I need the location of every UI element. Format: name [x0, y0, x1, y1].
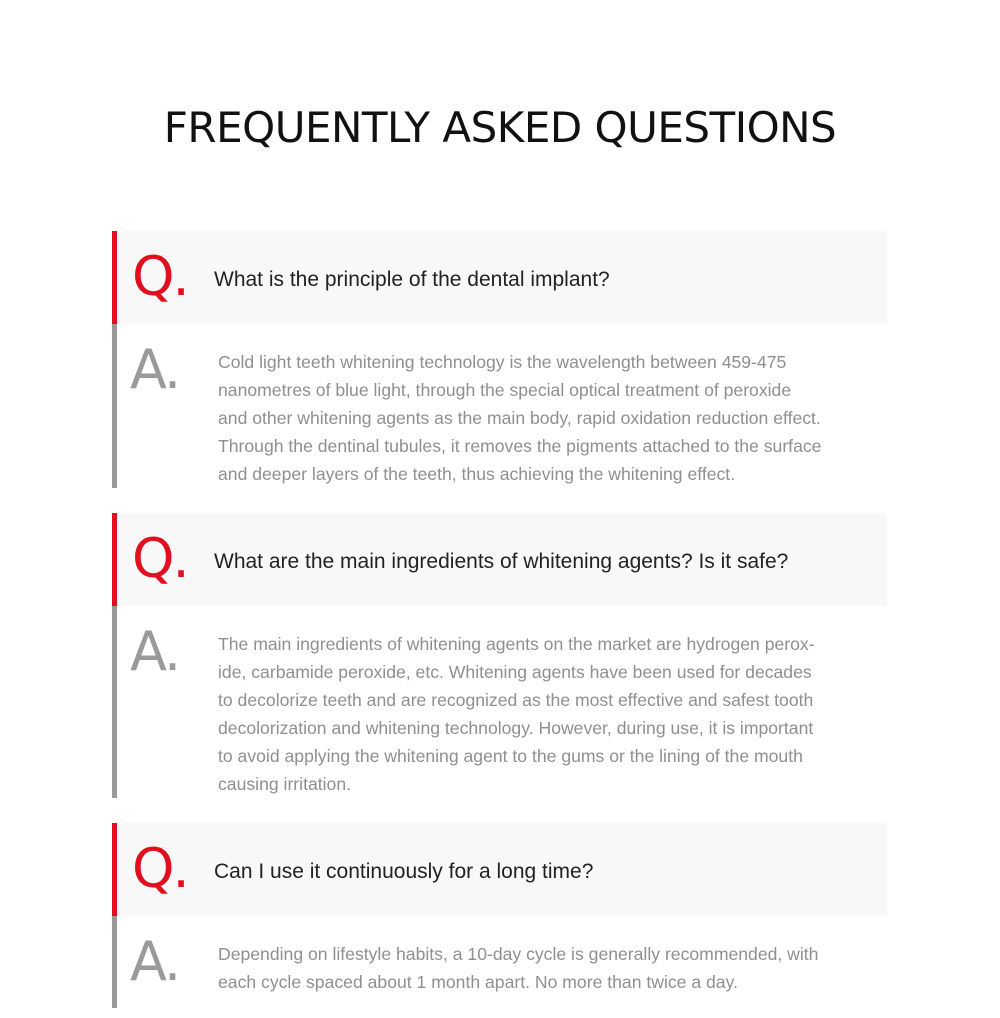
answer-line: and other whitening agents as the main body, rapid oxidation reduction effect. [218, 408, 821, 428]
answer-line: Depending on lifestyle habits, a 10-day cycle is generally recommended, with [218, 944, 819, 964]
q-marker: Q. [132, 837, 188, 900]
answer-row [112, 916, 887, 1008]
a-marker: A. [130, 620, 180, 683]
answer-line: causing irritation. [218, 774, 351, 794]
question-row[interactable] [112, 231, 887, 324]
q-marker: Q. [132, 527, 188, 590]
question-text: What are the main ingredients of whitening agents? Is it safe? [214, 550, 789, 573]
answer-line: each cycle spaced about 1 month apart. No more than twice a day. [218, 972, 738, 992]
question-row[interactable] [112, 513, 887, 606]
answer-line: Cold light teeth whitening technology is the wavelength between 459-475 [218, 352, 787, 372]
answer-text [117, 916, 887, 996]
answer-line: to avoid applying the whitening agent to the gums or the lining of the mouth [218, 746, 803, 766]
answer-line: nanometres of blue light, through the special optical treatment of peroxide [218, 380, 792, 400]
answer-text [117, 324, 887, 488]
a-marker: A. [130, 930, 180, 993]
question-text: Can I use it continuously for a long time? [214, 860, 594, 883]
a-marker: A. [130, 338, 180, 401]
answer-line: decolorization and whitening technology. However, during use, it is important [218, 718, 814, 738]
q-marker: Q. [132, 245, 188, 308]
answer-row [112, 606, 887, 798]
question-text: What is the principle of the dental implant? [214, 268, 610, 291]
answer-line: to decolorize teeth and are recognized as the most effective and safest tooth [218, 690, 814, 710]
answer-line: Through the dentinal tubules, it removes the pigments attached to the surface [218, 436, 822, 456]
question-row[interactable] [112, 823, 887, 916]
page-title: FREQUENTLY ASKED QUESTIONS [163, 103, 837, 152]
answer-line: The main ingredients of whitening agents on the market are hydrogen perox- [218, 634, 815, 654]
answer-text [117, 606, 887, 798]
faq-item [112, 513, 887, 798]
answer-row [112, 324, 887, 488]
faq-item [112, 823, 887, 1008]
answer-line: ide, carbamide peroxide, etc. Whitening agents have been used for decades [218, 662, 812, 682]
answer-line: and deeper layers of the teeth, thus achieving the whitening effect. [218, 464, 736, 484]
faq-item [112, 231, 887, 488]
